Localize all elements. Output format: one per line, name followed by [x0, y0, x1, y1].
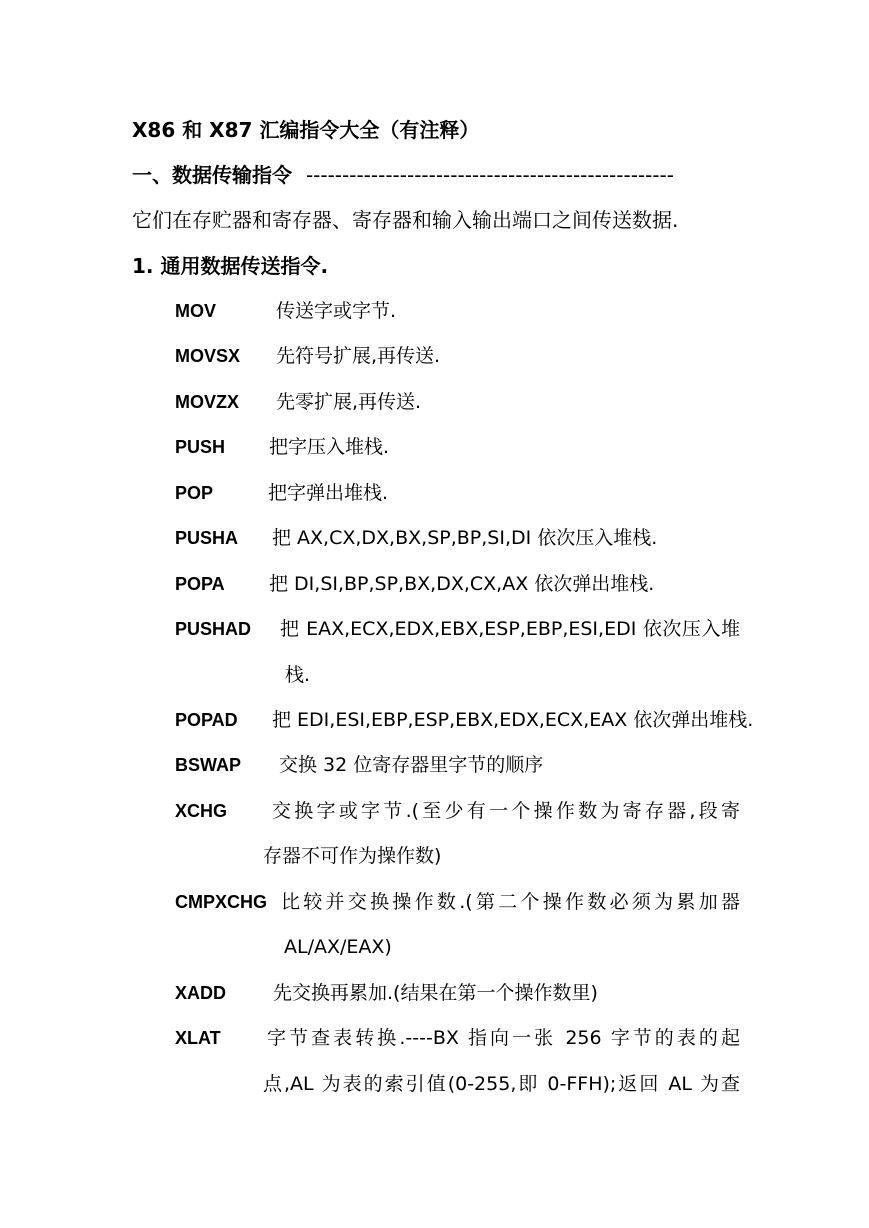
section-heading-row — [132, 162, 674, 188]
instruction-description: 把字压入堆栈. — [269, 436, 390, 458]
instruction-mnemonic: MOVZX — [175, 392, 240, 412]
instruction-description: 先零扩展,再传送. — [276, 391, 422, 413]
instruction-mnemonic: PUSH — [175, 437, 226, 457]
instruction-mnemonic: XLAT — [175, 1028, 221, 1048]
instruction-description: 比较并交换操作数.(第二个操作数必须为累加器 — [281, 891, 740, 913]
instruction-mnemonic: MOV — [175, 301, 217, 321]
instruction-mnemonic: PUSHAD — [175, 619, 252, 639]
instruction-description-continuation: 栈. — [285, 664, 311, 686]
instruction-description: 把 EAX,ECX,EDX,EBX,ESP,EBP,ESI,EDI 依次压入堆 — [280, 618, 740, 640]
intro-paragraph: 它们在存贮器和寄存器、寄存器和输入输出端口之间传送数据. — [132, 208, 679, 232]
instruction-mnemonic: MOVSX — [175, 346, 241, 366]
instruction-description: 把字弹出堆栈. — [268, 482, 389, 504]
instruction-description: 交换 32 位寄存器里字节的顺序 — [279, 754, 544, 776]
instruction-description: 交换字或字节.(至少有一个操作数为寄存器,段寄 — [272, 800, 740, 822]
section-heading: 一、数据传输指令 — [132, 163, 292, 187]
instruction-description: 传送字或字节. — [276, 300, 397, 322]
document-title: X86 和 X87 汇编指令大全（有注释） — [132, 118, 480, 142]
instruction-description-continuation: AL/AX/EAX) — [284, 936, 392, 958]
instruction-mnemonic: POPAD — [175, 710, 238, 730]
instruction-description: 把 AX,CX,DX,BX,SP,BP,SI,DI 依次压入堆栈. — [272, 527, 658, 549]
instruction-mnemonic: POPA — [175, 574, 225, 594]
instruction-description: 先符号扩展,再传送. — [276, 345, 441, 367]
instruction-description: 字节查表转换.----BX 指向一张 256 字节的表的起 — [267, 1027, 740, 1049]
instruction-description: 把 EDI,ESI,EBP,ESP,EBX,EDX,ECX,EAX 依次弹出堆栈. — [272, 709, 754, 731]
instruction-mnemonic: POP — [175, 483, 214, 503]
instruction-mnemonic: CMPXCHG — [175, 892, 268, 912]
instruction-mnemonic: XCHG — [175, 801, 228, 821]
instruction-description: 先交换再累加.(结果在第一个操作数里) — [273, 982, 598, 1004]
instruction-mnemonic: BSWAP — [175, 755, 242, 775]
instruction-mnemonic: XADD — [175, 983, 227, 1003]
instruction-description-continuation: 存器不可作为操作数) — [263, 845, 442, 867]
section-dashes: --------------------------------------------------- — [305, 163, 674, 187]
instruction-description: 把 DI,SI,BP,SP,BX,DX,CX,AX 依次弹出堆栈. — [269, 573, 655, 595]
instruction-mnemonic: PUSHA — [175, 528, 239, 548]
instruction-description-continuation: 点,AL 为表的索引值(0-255,即 0-FFH);返回 AL 为查 — [263, 1073, 740, 1095]
subsection-heading: 1. 通用数据传送指令. — [132, 254, 329, 278]
